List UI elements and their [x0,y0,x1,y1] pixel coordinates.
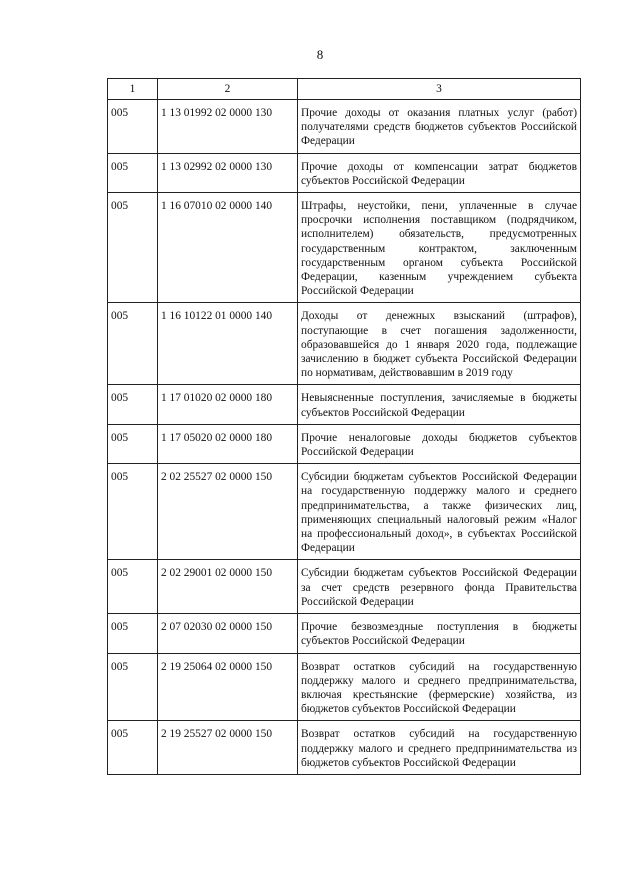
admin-code: 005 [108,464,158,560]
table-row [108,653,581,721]
income-code: 1 13 01992 02 0000 130 [158,100,298,154]
income-name: Прочие безвозмездные поступления в бюджеты субъектов Российской Федерации [298,614,581,653]
income-name: Невыясненные поступления, зачисляемые в бюджеты субъектов Российской Федерации [298,385,581,424]
admin-code: 005 [108,193,158,303]
income-codes-table [107,78,581,775]
income-name: Возврат остатков субсидий на государственную поддержку малого и среднего предпринимательства из бюджетов субъектов Российской Федерации [298,721,581,775]
admin-code: 005 [108,560,158,614]
admin-code: 005 [108,303,158,385]
table-row [108,464,581,560]
income-name: Доходы от денежных взысканий (штрафов), поступающие в счет погашения задолженности, образовавшейся до 1 января 2020 года, подлежащие зачислению в бюджет субъекта Российской Федерации по нормативам, действовавшим в 2019 году [298,303,581,385]
page-number: 8 [316,47,324,62]
income-name: Субсидии бюджетам субъектов Российской Федерации на государственную поддержку малого и среднего предпринимательства, а также физических лиц, применяющих специальный налоговый режим «Налог на профессиональный доход», в субъектах Российской Федерации [298,464,581,560]
header-col-2: 2 [158,79,298,100]
income-name: Прочие неналоговые доходы бюджетов субъектов Российской Федерации [298,424,581,463]
income-code: 1 17 05020 02 0000 180 [158,424,298,463]
income-code: 2 02 25527 02 0000 150 [158,464,298,560]
table-row [108,560,581,614]
table-row [108,614,581,653]
income-name: Возврат остатков субсидий на государственную поддержку малого и среднего предпринимательства, включая крестьянские (фермерские) хозяйства, из бюджетов субъектов Российской Федерации [298,653,581,721]
income-code: 2 02 29001 02 0000 150 [158,560,298,614]
header-col-1: 1 [108,79,158,100]
header-col-3: 3 [298,79,581,100]
income-code: 1 16 10122 01 0000 140 [158,303,298,385]
admin-code: 005 [108,424,158,463]
admin-code: 005 [108,653,158,721]
income-code: 2 19 25064 02 0000 150 [158,653,298,721]
admin-code: 005 [108,721,158,775]
income-name: Прочие доходы от оказания платных услуг (работ) получателями средств бюджетов субъектов Российской Федерации [298,100,581,154]
table-row [108,424,581,463]
income-name: Штрафы, неустойки, пени, уплаченные в случае просрочки исполнения поставщиком (подрядчиком, исполнителем) обязательств, предусмотренных государственным контрактом, заключенным государственным органом субъекта Российской Федерации, казенным учреждением субъекта Российской Федерации [298,193,581,303]
table-row [108,153,581,192]
table-header-row [108,79,581,100]
income-code: 1 17 01020 02 0000 180 [158,385,298,424]
income-name: Субсидии бюджетам субъектов Российской Федерации за счет средств резервного фонда Правительства Российской Федерации [298,560,581,614]
admin-code: 005 [108,385,158,424]
income-code: 1 13 02992 02 0000 130 [158,153,298,192]
table-row [108,385,581,424]
income-code: 2 19 25527 02 0000 150 [158,721,298,775]
income-name: Прочие доходы от компенсации затрат бюджетов субъектов Российской Федерации [298,153,581,192]
table-row [108,193,581,303]
admin-code: 005 [108,153,158,192]
table-row [108,721,581,775]
table-row [108,100,581,154]
table-row [108,303,581,385]
admin-code: 005 [108,100,158,154]
admin-code: 005 [108,614,158,653]
income-code: 2 07 02030 02 0000 150 [158,614,298,653]
income-code: 1 16 07010 02 0000 140 [158,193,298,303]
